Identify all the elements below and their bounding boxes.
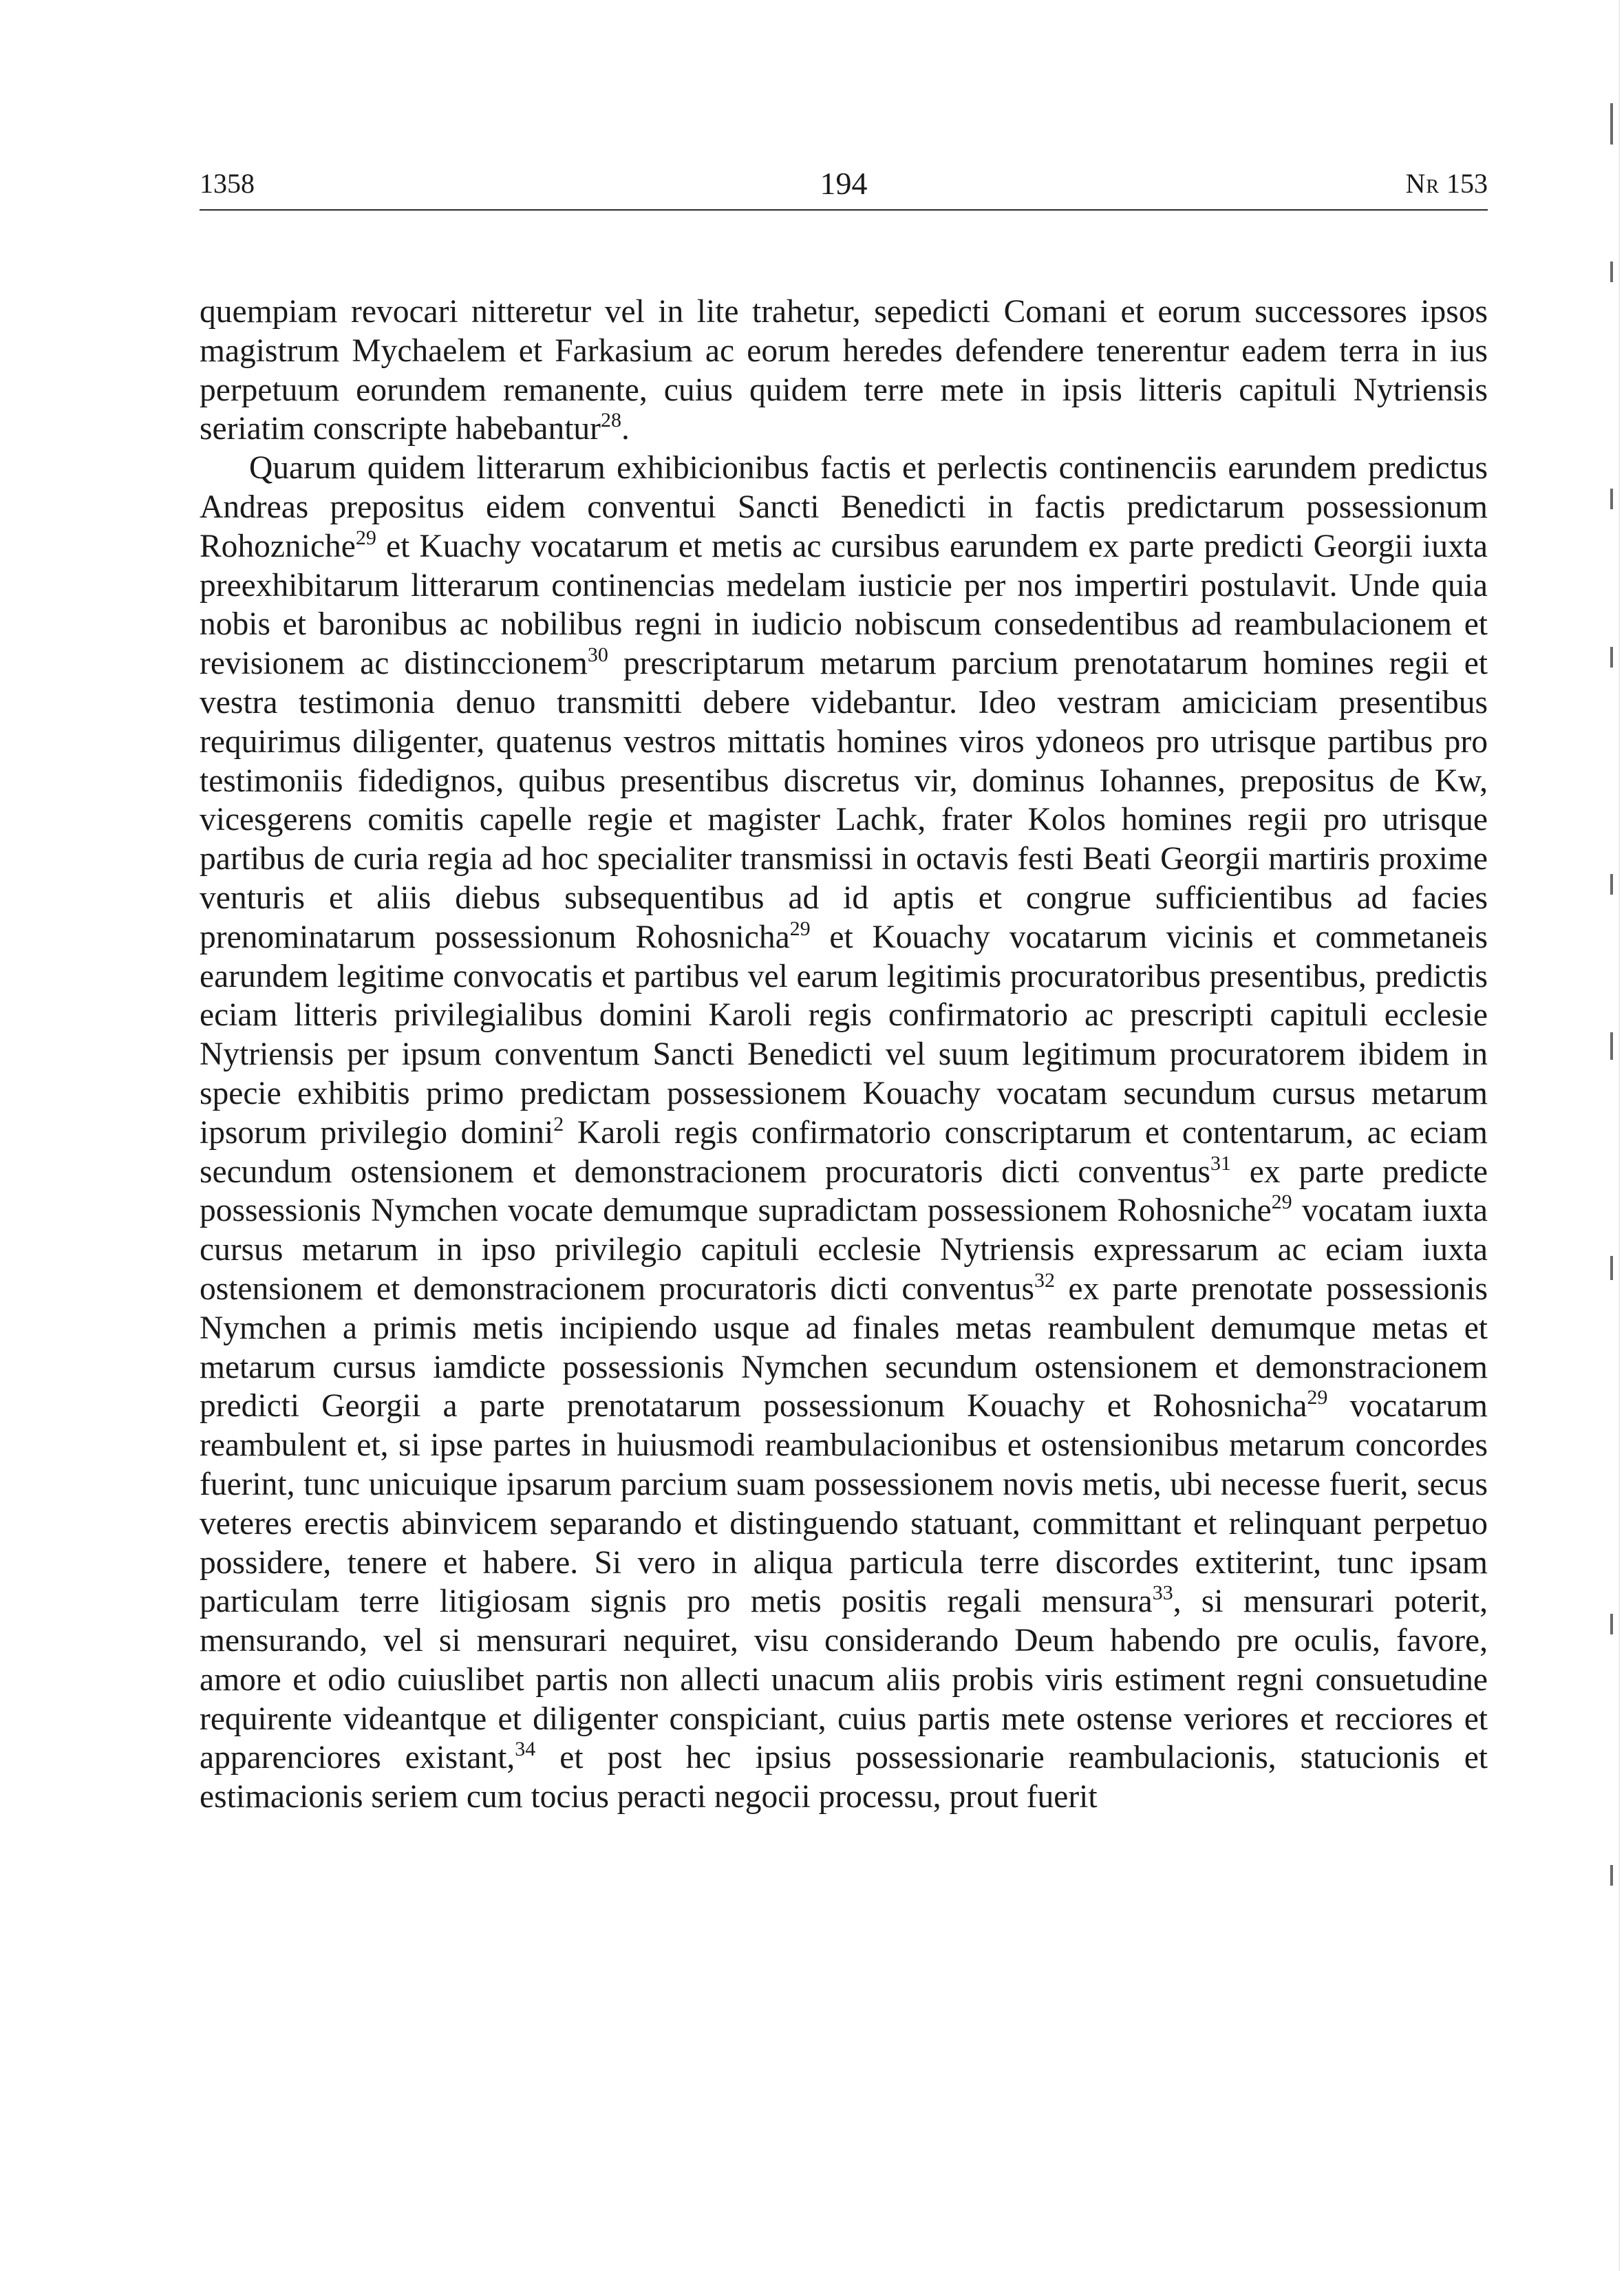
header-year: 1358	[200, 168, 255, 199]
footnote-marker: 2	[553, 1112, 564, 1136]
footnote-marker: 32	[1034, 1268, 1055, 1292]
page-number: 194	[820, 166, 868, 201]
header-rule	[200, 209, 1488, 211]
scan-edge-mark	[1610, 1256, 1613, 1280]
paragraph	[200, 449, 1488, 1817]
scan-edge-mark	[1610, 489, 1613, 509]
text-run: prescriptarum metarum parcium prenotatarum homines regii et vestra testimonia denuo transmitti debere videbantur. Ideo vestram amiciciam presentibus requirimus diligenter, quatenus vestros mittatis homines viros ydoneos pro utrisque partibus pro testimoniis fidedignos, quibus presentibus discretus vir, dominus Iohannes, prepositus de Kw, vicesgerens comitis capelle regie et magister Lachk, frater Kolos homines regii pro utrisque partibus de curia regia ad hoc specialiter transmissi in octavis festi Beati Georgii martiris proxime venturis et aliis diebus subsequentibus ad id aptis et congrue sufficientibus ad facies prenominatarum possessionum Rohosnicha	[200, 646, 1488, 955]
scan-edge-mark	[1610, 874, 1613, 895]
running-header	[200, 160, 1488, 208]
scan-edge-mark	[1610, 647, 1613, 668]
document-number-prefix: Nr	[1405, 168, 1440, 199]
footnote-marker: 28	[600, 409, 621, 432]
footnote-marker: 33	[1152, 1581, 1173, 1605]
footnote-marker: 29	[789, 917, 811, 940]
paragraph	[200, 292, 1488, 449]
text-run: .	[621, 411, 630, 447]
text-run: Quarum quidem litterarum exhibicionibus factis et perlectis continenciis earundem predictus Andreas prepositus eidem conventui Sancti Benedicti in factis predictarum possessionum Rohozniche	[200, 450, 1488, 564]
footnote-marker: 34	[515, 1738, 536, 1761]
text-run: Karoli regis confirmatorio conscriptarum et contentarum, ac eciam secundum ostensionem et demonstracionem procuratoris dicti conventus	[200, 1114, 1488, 1190]
footnote-marker: 30	[587, 643, 608, 667]
scan-edge-mark	[1610, 1614, 1613, 1634]
scan-edge-mark	[1610, 1032, 1613, 1060]
text-run: et Kuachy vocatarum et metis ac cursibus earundem ex parte predicti Georgii iuxta preexhibitarum litterarum continencias medelam iusticie per nos impertiri postulavit. Unde quia nobis et baronibus ac nobilibus regni in iudicio nobiscum consedentibus ad reambulacionem et revisionem ac distinccionem	[200, 528, 1488, 682]
text-run: vocatam iuxta cursus metarum in ipso privilegio capituli ecclesie Nytriensis expressarum ac eciam iuxta ostensionem et demonstracionem procuratoris dicti conventus	[200, 1193, 1488, 1307]
text-run: ex parte predicte possessionis Nymchen vocate demumque supradictam possessionem Rohosniche	[200, 1153, 1488, 1229]
scan-edge-shadow	[1618, 0, 1620, 2271]
document-body	[200, 292, 1488, 1817]
footnote-marker: 29	[355, 526, 376, 549]
footnote-marker: 31	[1210, 1151, 1232, 1175]
text-run: vocatarum reambulent et, si ipse partes in huiusmodi reambulacionibus et ostensionibus metarum concordes fuerint, tunc unicuique ipsarum parcium suam possessionem novis metis, ubi necesse fuerit, secus veteres erectis abinvicem separando et distinguendo statuant, committant et relinquant perpetuo possidere, tenere et habere. Si vero in aliqua particula terre discordes extiterint, tunc ipsam particulam terre litigiosam signis pro metis positis regali mensura	[200, 1388, 1488, 1620]
text-run: et Kouachy vocatarum vicinis et commetaneis earundem legitime convocatis et partibus vel earum legitimis procuratoribus presentibus, predictis eciam litteris privilegialibus domini Karoli regis confirmatorio ac prescripti capituli ecclesie Nytriensis per ipsum conventum Sancti Benedicti vel suum legitimum procuratorem ibidem in specie exhibitis primo predictam possessionem Kouachy vocatam secundum cursus metarum ipsorum privilegio domini	[200, 919, 1488, 1151]
document-number-value: 153	[1446, 168, 1488, 199]
text-run: quempiam revocari nitteretur vel in lite trahetur, sepedicti Comani et eorum successores ipsos magistrum Mychaelem et Farkasium ac eorum heredes defendere tenerentur eadem terra in ius perpetuum eorundem remanente, cuius quidem terre mete in ipsis litteris capituli Nytriensis seriatim conscripte habebantur	[200, 294, 1488, 447]
text-run: ex parte prenotate possessionis Nymchen a primis metis incipiendo usque ad finales metas reambulent demumque metas et metarum cursus iamdicte possessionis Nymchen secundum ostensionem et demonstracionem predicti Georgii a parte prenotatarum possessionum Kouachy et Rohosnicha	[200, 1270, 1488, 1425]
footnote-marker: 29	[1271, 1191, 1292, 1214]
document-number	[1405, 160, 1488, 208]
scan-edge-mark	[1610, 262, 1613, 282]
scan-edge-mark	[1610, 103, 1613, 145]
text-run: et post hec ipsius possessionarie reambulacionis, statucionis et estimacionis seriem cum tocius peracti negocii processu, prout fuerit	[200, 1740, 1488, 1815]
text-run: , si mensurari poterit, mensurando, vel si mensurari nequiret, visu considerando Deum habendo pre oculis, favore, amore et odio cuiuslibet partis non allecti unacum aliis probis viris estiment regni consuetudine requirente videantque et diligenter conspiciant, cuius partis mete ostense veriores et recciores et apparenciores existant,	[200, 1584, 1488, 1776]
footnote-marker: 29	[1307, 1386, 1328, 1409]
scan-edge-mark	[1610, 1865, 1613, 1886]
